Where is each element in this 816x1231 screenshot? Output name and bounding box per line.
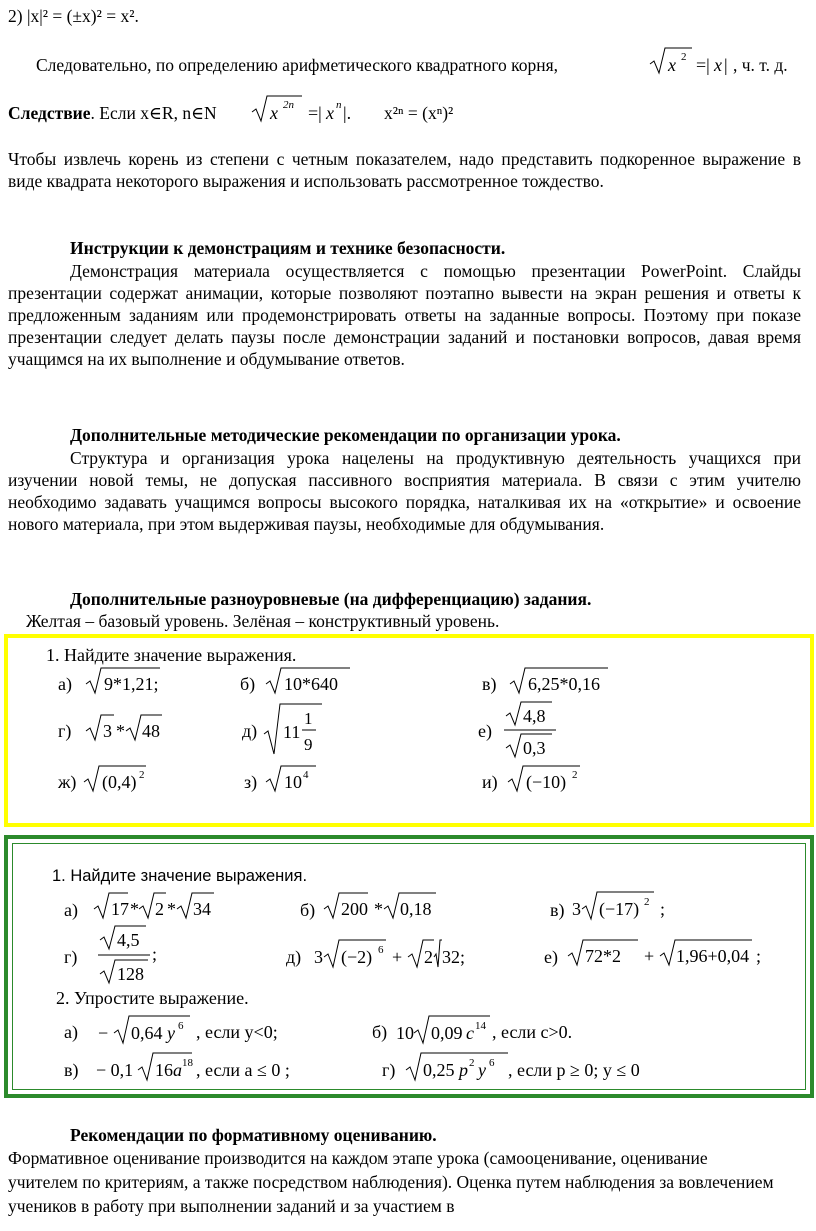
svg-text:2: 2 xyxy=(139,769,145,781)
svg-text:0,64: 0,64 xyxy=(131,1023,163,1043)
green-item-label: г) xyxy=(64,947,78,967)
svg-text:(0,4): (0,4) xyxy=(102,772,137,792)
svg-text:14: 14 xyxy=(475,1020,486,1032)
green-expr-2v xyxy=(94,1046,196,1084)
svg-text:a: a xyxy=(173,1060,182,1080)
svg-text:3: 3 xyxy=(572,899,581,919)
svg-text:0,25: 0,25 xyxy=(423,1060,455,1080)
svg-text:1: 1 xyxy=(304,709,313,728)
green-cond: , если a ≤ 0 ; xyxy=(196,1060,290,1080)
svg-text:=|: =| xyxy=(696,55,710,75)
svg-text:y: y xyxy=(167,1023,175,1043)
green-expr-2b xyxy=(394,1009,494,1047)
svg-text:2: 2 xyxy=(644,896,650,908)
green-item-label: в) xyxy=(64,1060,79,1080)
green-expr-g xyxy=(96,922,160,988)
svg-text:x: x xyxy=(326,103,334,123)
green-item-label: д) xyxy=(286,947,302,967)
instructions-heading: Инструкции к демонстрациям и технике безопасности. xyxy=(70,238,506,258)
green-item-label: б) xyxy=(300,900,316,920)
svg-text:9*1,21;: 9*1,21; xyxy=(104,674,159,694)
svg-text:;: ; xyxy=(660,899,666,919)
corollary-formula xyxy=(250,88,368,124)
green-item-label: г) xyxy=(382,1060,396,1080)
svg-text:x: x xyxy=(270,103,278,123)
methodical-paragraph: Структура и организация урока нацелены на продуктивную деятельность учащихся при изучении новой темы, не допуская пассивного восприятия материала. В связи с этим учителю необходимо задавать учащимся вопросы высокого порядка, наталкивая их на «открытие» и освоение нового материала, при этом выдерживая паузы, необходимые для обдумывания. xyxy=(8,448,801,534)
svg-text:10*640: 10*640 xyxy=(284,674,338,694)
svg-text:*: * xyxy=(130,899,139,919)
svg-text:0,09: 0,09 xyxy=(431,1023,463,1043)
yellow-item-label: з) xyxy=(244,772,258,792)
svg-text:(−10): (−10) xyxy=(526,772,567,792)
green-item-label: а) xyxy=(64,900,78,920)
green-expr-v xyxy=(570,886,670,924)
svg-text:72*2: 72*2 xyxy=(585,946,621,966)
svg-text:− 0,1: − 0,1 xyxy=(96,1060,134,1080)
yellow-expr-zh xyxy=(82,760,162,796)
yellow-item-label: е) xyxy=(478,721,492,741)
yellow-expr-i xyxy=(506,760,596,796)
formative-heading: Рекомендации по формативному оцениванию. xyxy=(70,1125,437,1145)
svg-text:9: 9 xyxy=(304,735,313,754)
consequence-text: Следовательно, по определению арифметического квадратного корня, xyxy=(36,55,559,75)
green-cond: , если y<0; xyxy=(196,1022,278,1042)
green-item-label: е) xyxy=(544,947,558,967)
yellow-task-title: 1. Найдите значение выражения. xyxy=(46,645,297,665)
svg-text:3: 3 xyxy=(314,947,323,967)
svg-text:6: 6 xyxy=(178,1020,184,1032)
svg-text:11: 11 xyxy=(283,722,301,742)
svg-text:200: 200 xyxy=(341,899,368,919)
svg-text:p: p xyxy=(459,1060,468,1080)
svg-text:*: * xyxy=(167,899,176,919)
green-task-title-2: 2. Упростите выражение. xyxy=(56,988,249,1008)
svg-text:n: n xyxy=(336,99,342,111)
yellow-item-label: б) xyxy=(240,674,256,694)
svg-text:34: 34 xyxy=(193,899,211,919)
svg-text:2: 2 xyxy=(155,899,164,919)
chtd-text: , ч. т. д. xyxy=(733,55,788,75)
green-expr-d xyxy=(312,932,472,972)
svg-text:*: * xyxy=(116,721,125,741)
instructions-paragraph: Демонстрация материала осуществляется с помощью презентации PowerPoint. Слайды презентации содержат анимации, которые позволяют поэтапно вывести на экран решения и ответы к предложенным заданиям или продемонстрировать ответы на заданные вопросы. Поэтому при показе презентации следует делать паузы после демонстрации заданий и постановки вопросов, давая время учащимся на их выполнение и обдумывание ответов. xyxy=(8,261,801,369)
methodical-heading: Дополнительные методические рекомендации по организации урока. xyxy=(70,425,621,445)
green-cond: , если c>0. xyxy=(492,1022,573,1042)
svg-text:3: 3 xyxy=(103,721,112,741)
green-expr-b xyxy=(322,889,442,923)
svg-text:48: 48 xyxy=(142,721,160,741)
green-expr-2a xyxy=(96,1009,196,1047)
svg-text:4,5: 4,5 xyxy=(117,930,140,950)
levels-legend: Желтая – базовый уровень. Зелёная – конструктивный уровень. xyxy=(26,611,500,631)
corollary xyxy=(8,103,217,123)
yellow-item-label: д) xyxy=(242,721,258,741)
green-task-title-1: 1. Найдите значение выражения. xyxy=(52,867,308,885)
yellow-expr-d xyxy=(262,700,328,758)
svg-text:;: ; xyxy=(152,944,158,964)
yellow-item-label: и) xyxy=(482,772,498,792)
svg-text:10: 10 xyxy=(396,1023,414,1043)
svg-text:=|: =| xyxy=(308,103,322,123)
svg-text:2n: 2n xyxy=(283,99,294,111)
svg-text:4: 4 xyxy=(303,769,309,781)
svg-text:17: 17 xyxy=(111,899,129,919)
corollary-equation: x²ⁿ = (xⁿ)² xyxy=(384,103,454,123)
svg-text:2: 2 xyxy=(424,947,433,967)
yellow-expr-v xyxy=(508,664,612,698)
svg-text:x: x xyxy=(714,55,722,75)
yellow-item-label: ж) xyxy=(58,772,77,792)
svg-text:−: − xyxy=(98,1023,109,1043)
svg-text:;: ; xyxy=(756,946,762,966)
svg-text:128: 128 xyxy=(117,964,144,984)
green-item-label: в) xyxy=(550,900,565,920)
svg-text:2: 2 xyxy=(469,1057,475,1069)
tasks-heading: Дополнительные разноуровневые (на дифференциацию) задания. xyxy=(70,589,592,609)
svg-text:(−2): (−2) xyxy=(341,947,373,967)
proof-line: 2) |x|² = (±x)² = x². xyxy=(8,6,139,26)
green-expr-e xyxy=(566,934,772,970)
svg-text:6: 6 xyxy=(378,944,384,956)
svg-text:0,3: 0,3 xyxy=(523,738,546,758)
svg-text:|: | xyxy=(724,55,728,75)
svg-text:x: x xyxy=(668,55,676,75)
svg-text:+: + xyxy=(644,946,655,966)
rule-paragraph: Чтобы извлечь корень из степени с четным показателем, надо представить подкоренное выражение в виде квадрата некоторого выражения и использовать рассмотренное тождество. xyxy=(8,149,801,191)
yellow-item-label: в) xyxy=(482,674,497,694)
svg-text:16: 16 xyxy=(155,1060,173,1080)
green-item-label: а) xyxy=(64,1022,78,1042)
green-cond: , если p ≥ 0; y ≤ 0 xyxy=(508,1060,640,1080)
svg-text:1,96+0,04: 1,96+0,04 xyxy=(676,946,750,966)
yellow-item-label: а) xyxy=(58,674,72,694)
corollary-label: Следствие xyxy=(8,103,91,123)
green-item-label: б) xyxy=(372,1022,388,1042)
svg-text:0,18: 0,18 xyxy=(400,899,432,919)
svg-text:*: * xyxy=(374,899,383,919)
svg-text:(−17): (−17) xyxy=(599,899,640,919)
svg-text:2: 2 xyxy=(572,769,578,781)
svg-text:2: 2 xyxy=(681,51,687,63)
svg-text:6,25*0,16: 6,25*0,16 xyxy=(528,674,600,694)
green-expr-2g xyxy=(404,1046,514,1084)
green-expr-a xyxy=(92,889,224,923)
yellow-expr-z xyxy=(264,760,324,796)
svg-text:4,8: 4,8 xyxy=(523,706,546,726)
yellow-expr-e xyxy=(502,698,562,762)
yellow-expr-b xyxy=(264,664,354,698)
svg-text:+: + xyxy=(392,947,403,967)
yellow-item-label: г) xyxy=(58,721,72,741)
svg-text:10: 10 xyxy=(284,772,302,792)
svg-text:y: y xyxy=(478,1060,486,1080)
svg-text:c: c xyxy=(466,1023,474,1043)
formative-paragraph: Формативное оценивание производится на каждом этапе урока (самооценивание, оценивание учителем по критериям, а также посредством наблюдения). Оценка путем наблюдения за вовлечением учеников в работу при выполнении заданий и за участием в xyxy=(8,1148,774,1216)
sqrt-identity-formula xyxy=(648,42,734,76)
yellow-expr-a xyxy=(84,664,174,698)
corollary-condition: . Если x∈R, n∈N xyxy=(90,103,217,123)
yellow-expr-g xyxy=(84,711,164,745)
svg-text:18: 18 xyxy=(182,1057,193,1069)
svg-text:|.: |. xyxy=(343,103,352,123)
svg-text:6: 6 xyxy=(489,1057,495,1069)
svg-text:32;: 32; xyxy=(442,947,466,967)
